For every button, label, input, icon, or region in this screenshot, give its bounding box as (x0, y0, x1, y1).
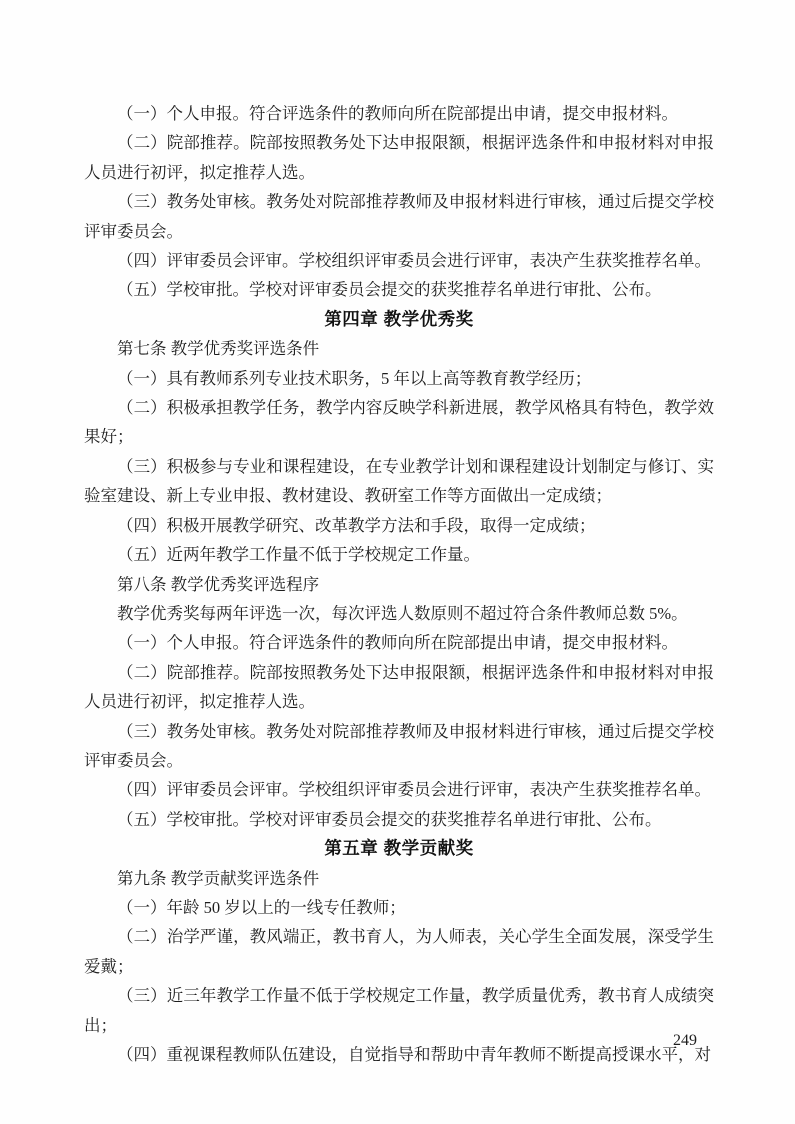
body-paragraph: （四）评审委员会评审。学校组织评审委员会进行评审，表决产生获奖推荐名单。 (117, 251, 711, 271)
body-paragraph: （一）个人申报。符合评选条件的教师向所在院部提出申请，提交申报材料。 (117, 104, 678, 123)
body-paragraph: 第八条 教学优秀奖评选程序 (117, 574, 320, 594)
body-paragraph: （二）治学严谨，教风端正，教书育人，为人师表，关心学生全面发展，深受学生爱戴； (84, 927, 714, 976)
page-number: 249 (673, 1032, 697, 1049)
body-paragraph: （三）积极参与专业和课程建设，在专业教学计划和课程建设计划制定与修订、实验室建设、新上专业申报、教材建设、教研室工作等方面做出一定成绩； (84, 456, 714, 506)
body-paragraph: （二）院部推荐。院部按照教务处下达申报限额，根据评选条件和申报材料对申报人员进行初评，拟定推荐人选。 (84, 662, 714, 712)
body-paragraph: （一）具有教师系列专业技术职务，5 年以上高等教育教学经历； (117, 368, 592, 388)
document-body (84, 99, 714, 1069)
body-paragraph: （五）近两年教学工作量不低于学校规定工作量。 (117, 545, 480, 565)
body-paragraph: （五）学校审批。学校对评审委员会提交的获奖推荐名单进行审批、公布。 (117, 280, 662, 300)
body-paragraph: （四）重视课程教师队伍建设，自觉指导和帮助中青年教师不断提高授课水平，对 (117, 1045, 711, 1064)
body-paragraph: 第七条 教学优秀奖评选条件 (117, 339, 320, 359)
body-paragraph: （三）教务处审核。教务处对院部推荐教师及申报材料进行审核，通过后提交学校评审委员会。 (84, 192, 714, 241)
body-paragraph: （一）年龄 50 岁以上的一线专任教师； (117, 897, 406, 917)
body-paragraph: （二）院部推荐。院部按照教务处下达申报限额，根据评选条件和申报材料对申报人员进行初评，拟定推荐人选。 (84, 133, 714, 182)
body-paragraph: （一）个人申报。符合评选条件的教师向所在院部提出申请，提交申报材料。 (117, 633, 678, 653)
chapter-heading: 第五章 教学贡献奖 (324, 838, 474, 859)
body-paragraph: 教学优秀奖每两年评选一次，每次评选人数原则不超过符合条件教师总数 5%。 (117, 603, 688, 623)
chapter-heading: 第四章 教学优秀奖 (324, 308, 474, 329)
body-paragraph: 第九条 教学贡献奖评选条件 (117, 868, 320, 888)
body-paragraph: （三）近三年教学工作量不低于学校规定工作量，教学质量优秀，教书育人成绩突出； (84, 986, 714, 1035)
body-paragraph: （三）教务处审核。教务处对院部推荐教师及申报材料进行审核，通过后提交学校评审委员会。 (84, 721, 714, 770)
body-paragraph: （四）积极开展教学研究、改革教学方法和手段，取得一定成绩； (117, 515, 596, 535)
body-paragraph: （四）评审委员会评审。学校组织评审委员会进行评审，表决产生获奖推荐名单。 (117, 780, 711, 800)
body-paragraph: （二）积极承担教学任务，教学内容反映学科新进展，教学风格具有特色，教学效果好； (84, 398, 714, 447)
body-paragraph: （五）学校审批。学校对评审委员会提交的获奖推荐名单进行审批、公布。 (117, 809, 662, 829)
